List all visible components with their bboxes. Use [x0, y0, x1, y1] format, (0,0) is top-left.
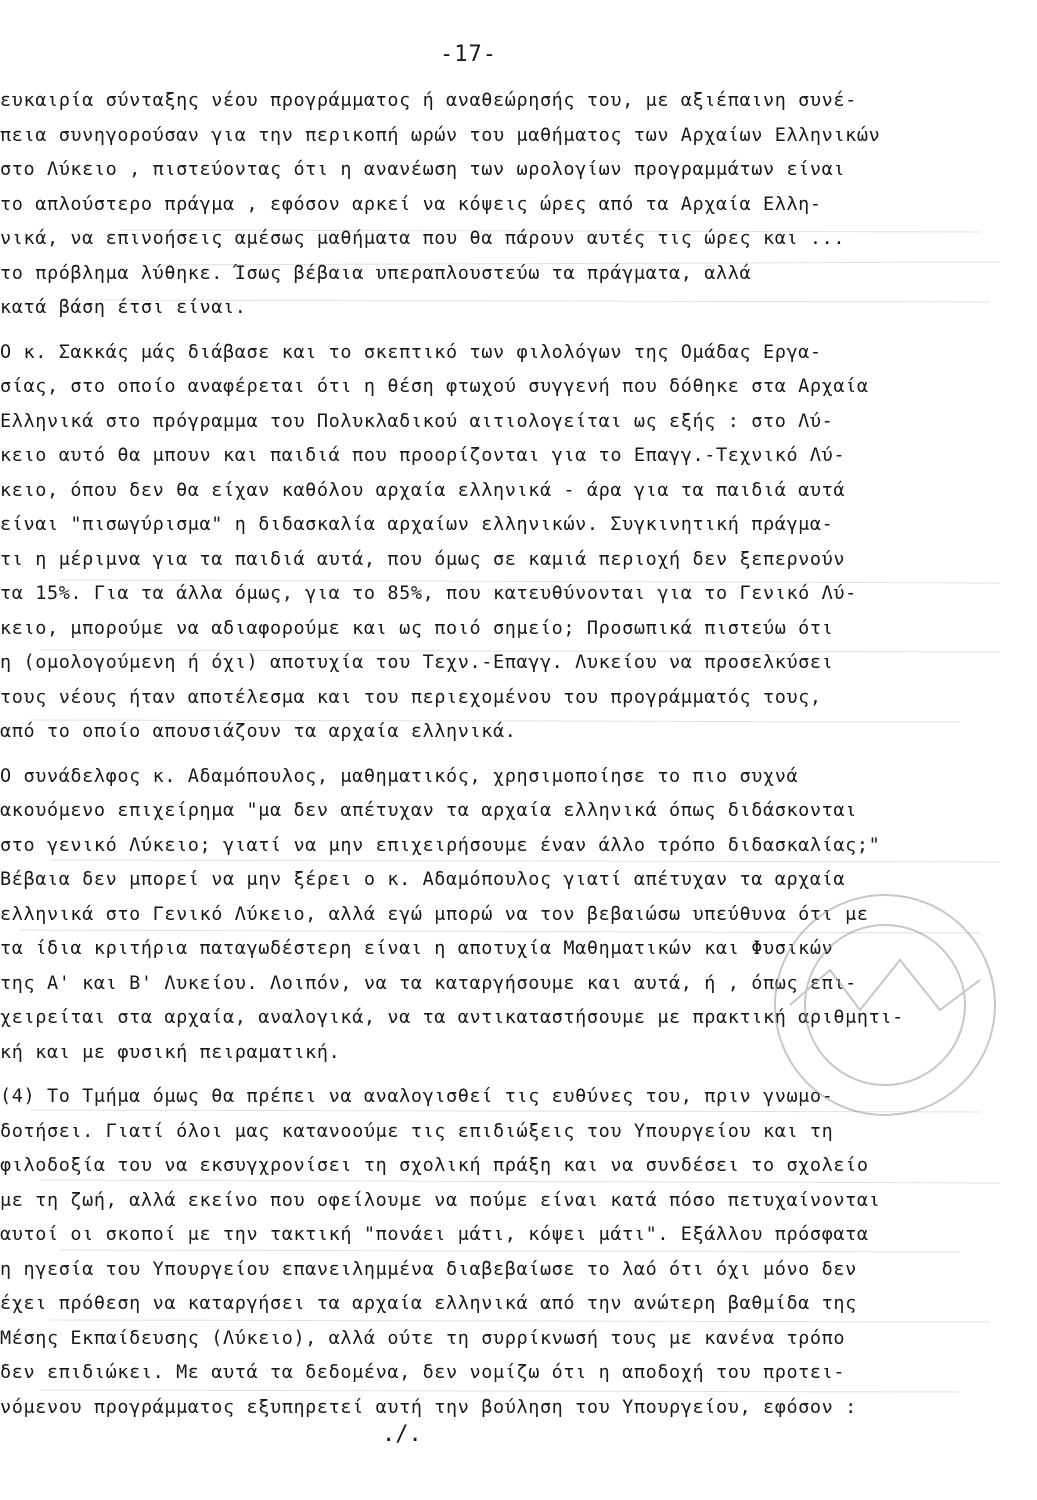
- text-line: χειρείται στα αρχαία, αναλογικά, να τα αντικαταστήσουμε με πρακτική αριθμητι-: [0, 1007, 904, 1028]
- text-line: κειο, όπου δεν θα είχαν καθόλου αρχαία ελληνικά - άρα για τα παιδιά αυτά: [0, 479, 846, 501]
- paragraph-gap: [0, 1070, 1037, 1080]
- text-line: ευκαιρία σύνταξης νέου προγράμματος ή αναθεώρησής του, με αξιέπαινη συνέ-: [0, 90, 857, 111]
- paragraph-gap: [0, 326, 1037, 336]
- text-line: ακουόμενο επιχείρημα "μα δεν απέτυχαν τα αρχαία ελληνικά όπως διδάσκονται: [0, 800, 857, 821]
- text-line: με τη ζωή, αλλά εκείνο που οφείλουμε να πούμε είναι κατά πόσο πετυχαίνονται: [0, 1189, 881, 1211]
- text-line: Ο κ. Σακκάς μάς διάβασε και το σκεπτικό των φιλολόγων της Ομάδας Εργα-: [0, 341, 822, 363]
- text-line: η (ομολογούμενη ή όχι) αποτυχία του Τεχν.-Επαγγ. Λυκείου να προσελκύσει: [0, 652, 834, 673]
- text-line: στο γενικό Λύκειο; γιατί να μην επιχειρήσουμε έναν άλλο τρόπο διδασκαλίας;": [0, 834, 881, 856]
- page-number: -17-: [440, 42, 497, 67]
- text-line: είναι "πισωγύρισμα" η διδασκαλία αρχαίων ελληνικών. Συγκινητική πράγμα-: [0, 514, 834, 535]
- text-line: έχει πρόθεση να καταργήσει τα αρχαία ελληνικά από την ανώτερη βαθμίδα της: [0, 1293, 857, 1314]
- text-line: νικά, να επινοήσεις αμέσως μαθήματα που θα πάρουν αυτές τις ώρες και ...: [0, 228, 846, 249]
- text-line: κή και με φυσική πειραματική.: [0, 1041, 341, 1063]
- text-line: από το οποίο απουσιάζουν τα αρχαία ελληνικά.: [0, 721, 517, 742]
- text-line: κειο αυτό θα μπουν και παιδιά που προορίζονται για το Επαγγ.-Τεχνικό Λύ-: [0, 445, 846, 466]
- text-line: (4) Το Τμήμα όμως θα πρέπει να αναλογισθεί τις ευθύνες του, πριν γνωμο-: [0, 1086, 834, 1107]
- text-line: το απλούστερο πράγμα , εφόσον αρκεί να κόψεις ώρες από τα Αρχαία Ελλη-: [0, 193, 822, 215]
- text-line: τους νέους ήταν αποτέλεσμα και του περιεχομένου του προγράμματός τους,: [0, 686, 822, 708]
- continuation-mark: ./.: [382, 1422, 422, 1447]
- text-line: Ο συνάδελφος κ. Αδαμόπουλος, μαθηματικός, χρησιμοποίησε το πιο συχνά: [0, 765, 799, 787]
- text-line: Βέβαια δεν μπορεί να μην ξέρει ο κ. Αδαμόπουλος γιατί απέτυχαν τα αρχαία: [0, 869, 846, 890]
- text-line: η ηγεσία του Υπουργείου επανειλημμένα διαβεβαίωσε το λαό ότι όχι μόνο δεν: [0, 1258, 857, 1280]
- text-line: τα ίδια κριτήρια παταγωδέστερη είναι η αποτυχία Μαθηματικών και Φυσικών: [0, 938, 834, 959]
- text-line: πεια συνηγορούσαν για την περικοπή ωρών του μαθήματος των Αρχαίων Ελληνικών: [0, 124, 881, 146]
- text-line: Ελληνικά στο πρόγραμμα του Πολυκλαδικού αιτιολογείται ως εξής : στο Λύ-: [0, 410, 834, 432]
- text-line: φιλοδοξία του να εκσυγχρονίσει τη σχολική πράξη και να συνδέσει το σχολείο: [0, 1155, 869, 1176]
- text-line: σίας, στο οποίο αναφέρεται ότι η θέση φτωχού συγγενή που δόθηκε στα Αρχαία: [0, 376, 869, 397]
- paragraph-gap: [0, 750, 1037, 760]
- text-line: νόμενου προγράμματος εξυπηρετεί αυτή την βούληση του Υπουργείου, εφόσον :: [0, 1396, 857, 1418]
- text-line: ελληνικά στο Γενικό Λύκειο, αλλά εγώ μπορώ να τον βεβαιώσω υπεύθυνα ότι με: [0, 903, 869, 925]
- text-line: τα 15%. Για τα άλλα όμως, για το 85%, που κατευθύνονται για το Γενικό Λύ-: [0, 583, 857, 604]
- text-line: δεν επιδιώκει. Με αυτά τα δεδομένα, δεν νομίζω ότι η αποδοχή του προτει-: [0, 1362, 846, 1383]
- text-line: το πρόβλημα λύθηκε. Ίσως βέβαια υπεραπλουστεύω τα πράγματα, αλλά: [0, 262, 752, 284]
- text-line: δοτήσει. Γιατί όλοι μας κατανοούμε τις επιδιώξεις του Υπουργείου και τη: [0, 1120, 834, 1142]
- text-line: στο Λύκειο , πιστεύοντας ότι η ανανέωση των ωρολογίων προγραμμάτων είναι: [0, 159, 846, 180]
- text-line: κειο, μπορούμε να αδιαφορούμε και ως ποιό σημείο; Προσωπικά πιστεύω ότι: [0, 617, 834, 639]
- text-line: αυτοί οι σκοποί με την τακτική "πονάει μάτι, κόψει μάτι". Εξάλλου πρόσφατα: [0, 1224, 869, 1245]
- text-line: Μέσης Εκπαίδευσης (Λύκειο), αλλά ούτε τη συρρίκνωσή τους με κανένα τρόπο: [0, 1327, 846, 1349]
- text-line: κατά βάση έτσι είναι.: [0, 297, 247, 318]
- typed-text-body: [0, 84, 1037, 1425]
- text-line: τι η μέριμνα για τα παιδιά αυτά, που όμως σε καμιά περιοχή δεν ξεπερνούν: [0, 548, 846, 570]
- text-line: της Α' και Β' Λυκείου. Λοιπόν, να τα καταργήσουμε και αυτά, ή , όπως επι-: [0, 972, 857, 994]
